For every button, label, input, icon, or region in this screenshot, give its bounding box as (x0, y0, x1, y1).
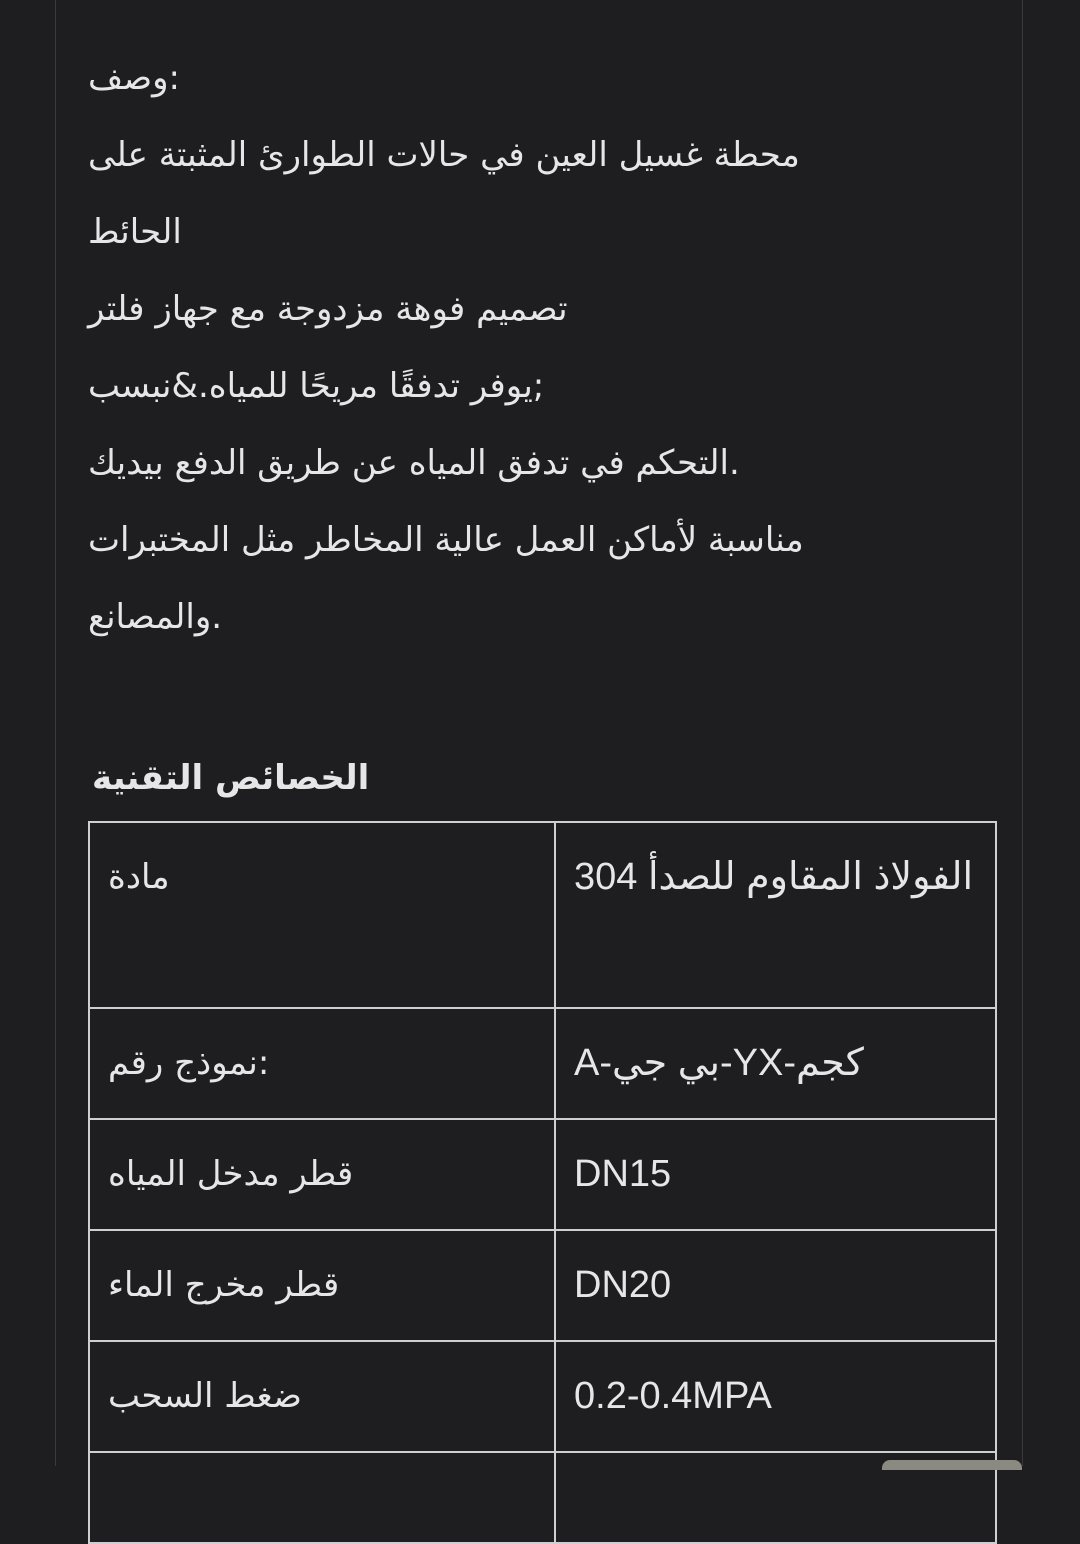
description-line: تصميم فوهة مزدوجة مع جهاز فلتر (88, 289, 568, 329)
spec-key: :نموذج رقم (89, 1008, 555, 1119)
description-line: الحائط (88, 212, 182, 252)
spec-value-text: A-بي جي-YX-كجم (574, 1042, 864, 1084)
description-line: مناسبة لأماكن العمل عالية المخاطر مثل المختبرات (88, 520, 804, 560)
spec-key: قطر مخرج الماء (89, 1230, 555, 1341)
spec-value-text: DN15 (574, 1153, 672, 1195)
spec-value (555, 822, 996, 1008)
specs-table (88, 821, 997, 1544)
spec-value-text: الفولاذ المقاوم للصدأ 304 (574, 856, 974, 898)
table-row (89, 1230, 996, 1341)
spec-key: مادة (89, 822, 555, 1008)
spec-key: ضغط السحب (89, 1341, 555, 1452)
table-row (89, 1341, 996, 1452)
spec-value (555, 1119, 996, 1230)
table-row (89, 822, 996, 1008)
spec-value-text: 0.2-0.4MPA (574, 1375, 772, 1417)
description-line: .التحكم في تدفق المياه عن طريق الدفع بيديك (88, 443, 740, 483)
description-label: :وصف (88, 58, 180, 98)
spec-key: قطر مدخل المياه (89, 1119, 555, 1230)
spec-value (555, 1008, 996, 1119)
table-row (89, 1119, 996, 1230)
description-line: .والمصانع (88, 597, 223, 637)
scroll-handle[interactable] (882, 1460, 1022, 1470)
spec-value (555, 1341, 996, 1452)
description-block (88, 40, 938, 656)
spec-value (555, 1230, 996, 1341)
table-row (89, 1008, 996, 1119)
description-line: ;يوفر تدفقًا مريحًا للمياه.&نبسب (88, 366, 545, 406)
description-line: محطة غسيل العين في حالات الطوارئ المثبتة على (88, 135, 800, 175)
spec-value-text: DN20 (574, 1264, 672, 1306)
specs-heading: الخصائص التقنية (92, 758, 370, 798)
